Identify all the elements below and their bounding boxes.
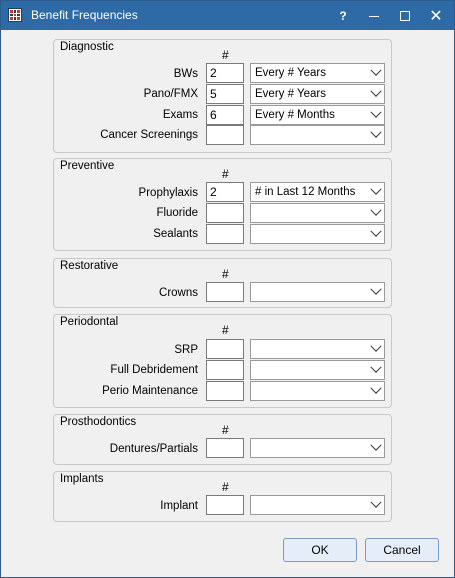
bws-frequency-value: Every # Years <box>255 67 326 79</box>
row-label-prophylaxis: Prophylaxis <box>138 187 198 199</box>
implant-frequency-select[interactable] <box>250 495 385 515</box>
group-restorative <box>53 258 392 308</box>
count-header: # <box>222 423 229 437</box>
prophylaxis-count-input[interactable]: 2 <box>206 182 244 202</box>
group-title-diagnostic: Diagnostic <box>60 41 114 53</box>
chevron-down-icon <box>370 440 381 451</box>
fluoride-count-input[interactable] <box>206 203 244 223</box>
pano-fmx-frequency-select[interactable] <box>250 84 385 104</box>
cancer-screenings-frequency-select[interactable] <box>250 125 385 145</box>
count-header: # <box>222 48 229 62</box>
dentures-partials-count-input[interactable] <box>206 438 244 458</box>
pano-fmx-frequency-value: Every # Years <box>255 88 326 100</box>
ok-button[interactable]: OK <box>283 538 357 562</box>
implant-count-input[interactable] <box>206 495 244 515</box>
maximize-icon <box>400 11 410 21</box>
row-label-srp: SRP <box>174 344 198 356</box>
chevron-down-icon <box>370 383 381 394</box>
minimize-button[interactable] <box>359 1 389 30</box>
row-label-cancer-screenings: Cancer Screenings <box>100 129 198 141</box>
perio-maintenance-frequency-select[interactable] <box>250 381 385 401</box>
row-label-exams: Exams <box>162 109 198 121</box>
app-grid-icon <box>8 8 22 22</box>
row-label-perio-maintenance: Perio Maintenance <box>102 385 198 397</box>
cancer-screenings-count-input[interactable] <box>206 125 244 145</box>
row-label-dentures-partials: Dentures/Partials <box>109 443 198 455</box>
close-button[interactable]: ✕ <box>429 7 443 25</box>
cancel-button[interactable]: Cancel <box>365 538 439 562</box>
maximize-button[interactable] <box>390 1 420 30</box>
row-label-bws: BWs <box>173 68 198 80</box>
crowns-frequency-select[interactable] <box>250 282 385 302</box>
crowns-count-input[interactable] <box>206 282 244 302</box>
sealants-count-input[interactable] <box>206 224 244 244</box>
group-diagnostic <box>53 39 392 153</box>
bws-count-input[interactable]: 2 <box>206 63 244 83</box>
chevron-down-icon <box>370 107 381 118</box>
group-preventive <box>53 158 392 251</box>
chevron-down-icon <box>370 497 381 508</box>
group-title-prosthodontics: Prosthodontics <box>60 416 137 428</box>
group-implants <box>53 471 392 522</box>
chevron-down-icon <box>370 184 381 195</box>
chevron-down-icon <box>370 341 381 352</box>
exams-frequency-select[interactable] <box>250 105 385 125</box>
count-header: # <box>222 480 229 494</box>
chevron-down-icon <box>370 65 381 76</box>
group-periodontal <box>53 314 392 408</box>
chevron-down-icon <box>370 205 381 216</box>
title-bar[interactable] <box>1 1 454 30</box>
chevron-down-icon <box>370 86 381 97</box>
srp-count-input[interactable] <box>206 339 244 359</box>
window-title: Benefit Frequencies <box>31 8 138 22</box>
group-title-restorative: Restorative <box>60 260 119 272</box>
minimize-icon <box>369 16 379 17</box>
full-debridement-frequency-select[interactable] <box>250 360 385 380</box>
group-title-implants: Implants <box>60 473 104 485</box>
count-header: # <box>222 323 229 337</box>
row-label-pano-fmx: Pano/FMX <box>143 88 198 100</box>
row-label-full-debridement: Full Debridement <box>110 364 198 376</box>
exams-frequency-value: Every # Months <box>255 109 335 121</box>
group-title-periodontal: Periodontal <box>60 316 119 328</box>
count-header: # <box>222 267 229 281</box>
group-title-preventive: Preventive <box>60 160 115 172</box>
srp-frequency-select[interactable] <box>250 339 385 359</box>
exams-count-input[interactable]: 6 <box>206 105 244 125</box>
help-button[interactable]: ? <box>339 8 347 23</box>
row-label-implant: Implant <box>160 500 198 512</box>
perio-maintenance-count-input[interactable] <box>206 381 244 401</box>
count-header: # <box>222 167 229 181</box>
prophylaxis-frequency-value: # in Last 12 Months <box>255 186 356 198</box>
bws-frequency-select[interactable] <box>250 63 385 83</box>
full-debridement-count-input[interactable] <box>206 360 244 380</box>
prophylaxis-frequency-select[interactable] <box>250 182 385 202</box>
chevron-down-icon <box>370 362 381 373</box>
row-label-fluoride: Fluoride <box>156 207 198 219</box>
sealants-frequency-select[interactable] <box>250 224 385 244</box>
dentures-partials-frequency-select[interactable] <box>250 438 385 458</box>
chevron-down-icon <box>370 284 381 295</box>
row-label-crowns: Crowns <box>159 287 198 299</box>
group-prosthodontics <box>53 414 392 465</box>
row-label-sealants: Sealants <box>153 228 198 240</box>
chevron-down-icon <box>370 226 381 237</box>
fluoride-frequency-select[interactable] <box>250 203 385 223</box>
chevron-down-icon <box>370 127 381 138</box>
pano-fmx-count-input[interactable]: 5 <box>206 84 244 104</box>
